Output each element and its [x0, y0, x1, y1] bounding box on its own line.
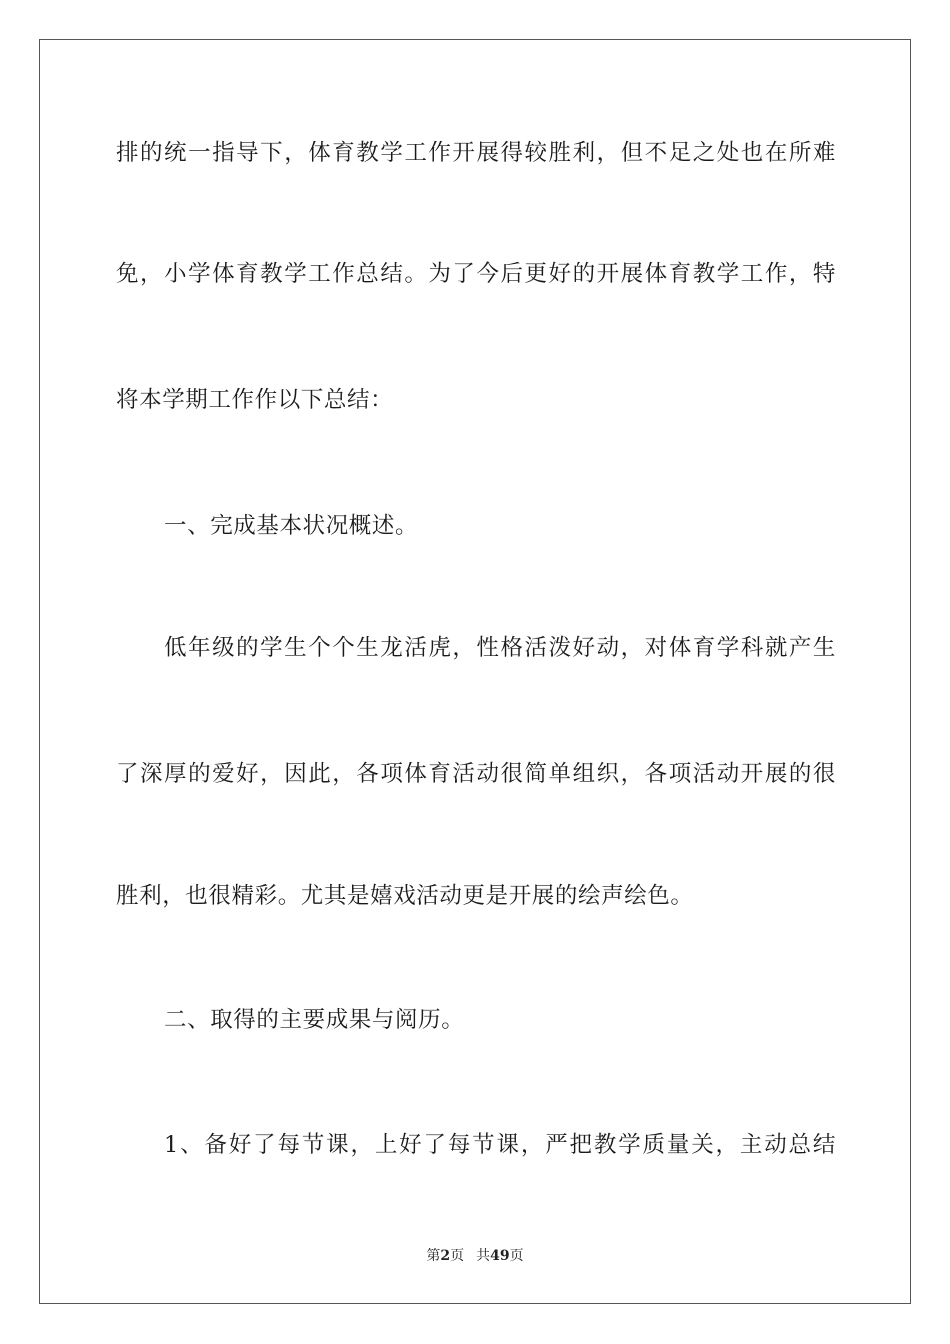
page-border — [39, 39, 911, 1304]
section-heading: 一、完成基本状况概述。 — [164, 513, 419, 539]
page-suffix: 页 — [450, 1248, 465, 1264]
page-prefix: 第 — [426, 1248, 441, 1264]
body-text-line: 胜利，也很精彩。尤其是嬉戏活动更是开展的绘声绘色。 — [116, 883, 694, 909]
body-text-line: 了深厚的爱好，因此，各项体育活动很简单组织，各项活动开展的很 — [116, 761, 836, 787]
page-footer — [0, 1246, 950, 1266]
body-text-line: 1、备好了每节课，上好了每节课，严把教学质量关，主动总结 — [164, 1132, 836, 1158]
total-pages: 49 — [490, 1248, 510, 1264]
body-text-line: 低年级的学生个个生龙活虎，性格活泼好动，对体育学科就产生 — [164, 635, 836, 661]
section-heading: 二、取得的主要成果与阅历。 — [164, 1007, 465, 1033]
page-number: 2 — [440, 1248, 451, 1264]
total-prefix: 共 — [476, 1248, 491, 1264]
body-text-line: 排的统一指导下，体育教学工作开展得较胜利，但不足之处也在所难 — [116, 140, 836, 166]
body-text-line: 将本学期工作作以下总结： — [116, 387, 394, 413]
body-text-line: 免，小学体育教学工作总结。为了今后更好的开展体育教学工作，特 — [116, 261, 836, 287]
total-suffix: 页 — [509, 1248, 524, 1264]
